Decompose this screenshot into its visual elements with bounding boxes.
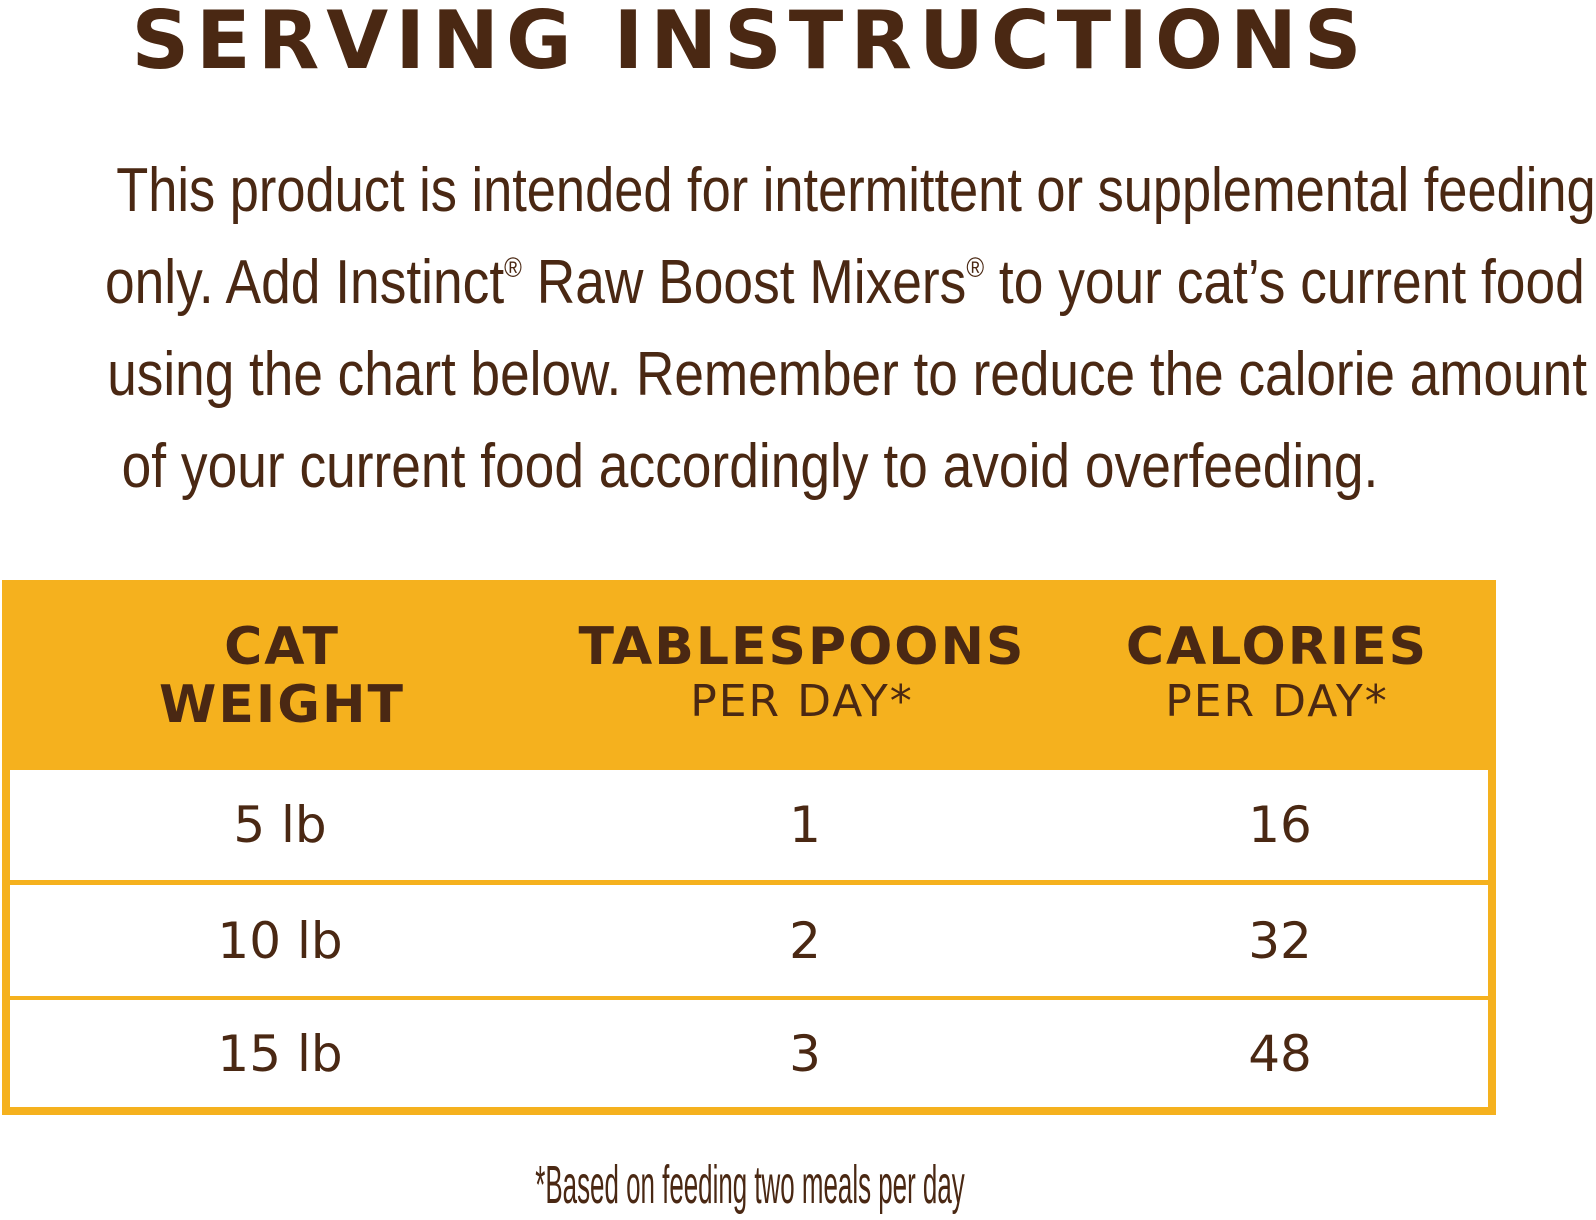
- column-header-tablespoons: [542, 618, 1062, 728]
- intro-line-2-part-c: to your cat’s current food: [984, 248, 1585, 317]
- feeding-table: [2, 580, 1496, 1115]
- column-header-sublabel: PER DAY*: [1165, 676, 1389, 727]
- intro-line-2-part-b: Raw Boost Mixers: [521, 248, 967, 317]
- column-header-label: CALORIES: [1125, 617, 1429, 677]
- table-header: [2, 580, 1496, 766]
- cell-weight: 15 lb: [217, 1024, 343, 1083]
- cell-weight: 5 lb: [233, 796, 327, 854]
- cell-calories: 48: [1248, 1024, 1312, 1083]
- cell-calories: 16: [1248, 796, 1312, 854]
- cell-tablespoons: 1: [789, 796, 821, 854]
- cell-tablespoons: 2: [789, 911, 821, 970]
- cell-tablespoons: 3: [789, 1024, 821, 1083]
- footnote: *Based on feeding two meals per day: [535, 1155, 965, 1215]
- column-header-label: CAT: [224, 617, 340, 677]
- registered-mark: ®: [504, 252, 522, 283]
- intro-line-2: [105, 237, 1585, 329]
- cell-calories: 32: [1248, 911, 1312, 970]
- column-header-label: TABLESPOONS: [578, 617, 1026, 677]
- intro-line-4: of your current food accordingly to avoid overfeeding.: [121, 432, 1379, 501]
- intro-line-3: using the chart below. Remember to reduce the calorie amount: [107, 340, 1587, 409]
- intro-paragraph: [0, 145, 1596, 513]
- table-row: [10, 885, 1488, 996]
- column-header-label: WEIGHT: [159, 675, 405, 735]
- intro-line-1: This product is intended for intermittent or supplemental feeding: [116, 156, 1596, 225]
- column-header-cat-weight: [12, 618, 552, 734]
- column-header-calories: [1072, 618, 1482, 728]
- table-row: [10, 770, 1488, 880]
- cell-weight: 10 lb: [217, 911, 343, 970]
- page-title: SERVING INSTRUCTIONS: [131, 0, 1369, 87]
- table-row: [10, 1000, 1488, 1107]
- registered-mark: ®: [966, 252, 985, 283]
- column-header-sublabel: PER DAY*: [690, 676, 914, 727]
- intro-line-2-part-a: only. Add Instinct: [105, 248, 505, 317]
